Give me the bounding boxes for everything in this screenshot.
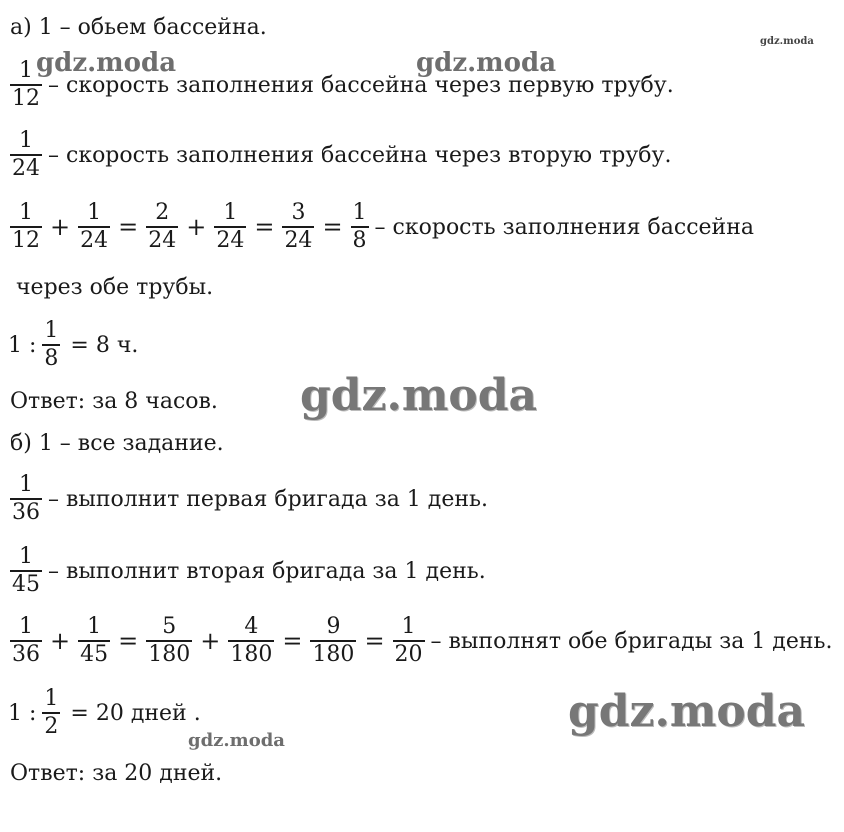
equals-sign: = bbox=[254, 213, 275, 241]
part-b-line1 bbox=[8, 472, 488, 526]
part-b-line2-text: – выполнит вторая бригада за 1 день. bbox=[48, 558, 486, 584]
plus-sign: + bbox=[50, 627, 71, 655]
fraction: $\frac{1}{24}$ bbox=[80, 200, 109, 253]
part-a-sum bbox=[8, 200, 754, 254]
equals-sign: = bbox=[364, 627, 385, 655]
fraction: $\frac{1}{2}$ bbox=[44, 686, 59, 739]
part-b-line1-text: – выполнит первая бригада за 1 день. bbox=[48, 486, 488, 512]
part-b-intro: б) 1 – все задание. bbox=[10, 431, 224, 456]
part-a-line1-text: – скорость заполнения бассейна через первую трубу. bbox=[48, 72, 674, 98]
calc-prefix: 1 : bbox=[8, 700, 37, 726]
fraction: $\frac{1}{36}$ bbox=[12, 472, 40, 525]
part-b-calc bbox=[8, 686, 201, 740]
watermark-logo: gdz.moda bbox=[188, 730, 285, 751]
fraction: $\frac{3}{24}$ bbox=[284, 200, 313, 253]
part-a-intro: а) 1 – обьем бассейна. bbox=[10, 15, 267, 40]
watermark-logo: gdz.moda bbox=[36, 48, 177, 78]
part-a-calc bbox=[8, 318, 138, 372]
plus-sign: + bbox=[186, 213, 207, 241]
watermark-logo: gdz.moda bbox=[416, 48, 557, 78]
fraction: $\frac{1}{12}$ bbox=[12, 58, 40, 111]
equals-sign: = bbox=[118, 213, 139, 241]
part-b-answer: Ответ: за 20 дней. bbox=[10, 761, 223, 786]
fraction: $\frac{5}{180}$ bbox=[148, 614, 191, 667]
equals-sign: = bbox=[282, 627, 303, 655]
equals-sign: = bbox=[118, 627, 139, 655]
plus-sign: + bbox=[50, 213, 71, 241]
fraction: $\frac{1}{8}$ bbox=[44, 318, 59, 371]
calc-result: = 8 ч. bbox=[70, 332, 139, 358]
part-a-sum-continuation: через обе трубы. bbox=[16, 275, 214, 300]
part-a-answer: Ответ: за 8 часов. bbox=[10, 389, 218, 414]
part-b-sum-text: – выполнят обе бригады за 1 день. bbox=[430, 628, 833, 654]
fraction: $\frac{1}{12}$ bbox=[12, 200, 40, 253]
part-a-line2-text: – скорость заполнения бассейна через вторую трубу. bbox=[48, 142, 672, 168]
fraction: $\frac{1}{24}$ bbox=[12, 128, 40, 181]
fraction: $\frac{1}{45}$ bbox=[12, 544, 40, 597]
fraction: $\frac{1}{24}$ bbox=[216, 200, 245, 253]
part-b-line2 bbox=[8, 544, 486, 598]
equals-sign: = bbox=[322, 213, 343, 241]
fraction: $\frac{1}{36}$ bbox=[12, 614, 40, 667]
fraction: $\frac{1}{45}$ bbox=[80, 614, 109, 667]
fraction: $\frac{2}{24}$ bbox=[148, 200, 177, 253]
watermark-logo: gdz.moda bbox=[760, 36, 814, 47]
part-a-line2 bbox=[8, 128, 671, 182]
fraction: $\frac{1}{20}$ bbox=[394, 614, 423, 667]
calc-result: = 20 дней . bbox=[70, 700, 201, 726]
fraction: $\frac{1}{8}$ bbox=[352, 200, 367, 253]
watermark-logo: gdz.moda bbox=[300, 370, 538, 421]
calc-prefix: 1 : bbox=[8, 332, 37, 358]
plus-sign: + bbox=[200, 627, 221, 655]
part-b-sum bbox=[8, 614, 833, 668]
fraction: $\frac{4}{180}$ bbox=[230, 614, 273, 667]
fraction: $\frac{9}{180}$ bbox=[312, 614, 355, 667]
watermark-logo: gdz.moda bbox=[568, 686, 806, 737]
part-a-sum-text: – скорость заполнения бассейна bbox=[374, 214, 754, 240]
